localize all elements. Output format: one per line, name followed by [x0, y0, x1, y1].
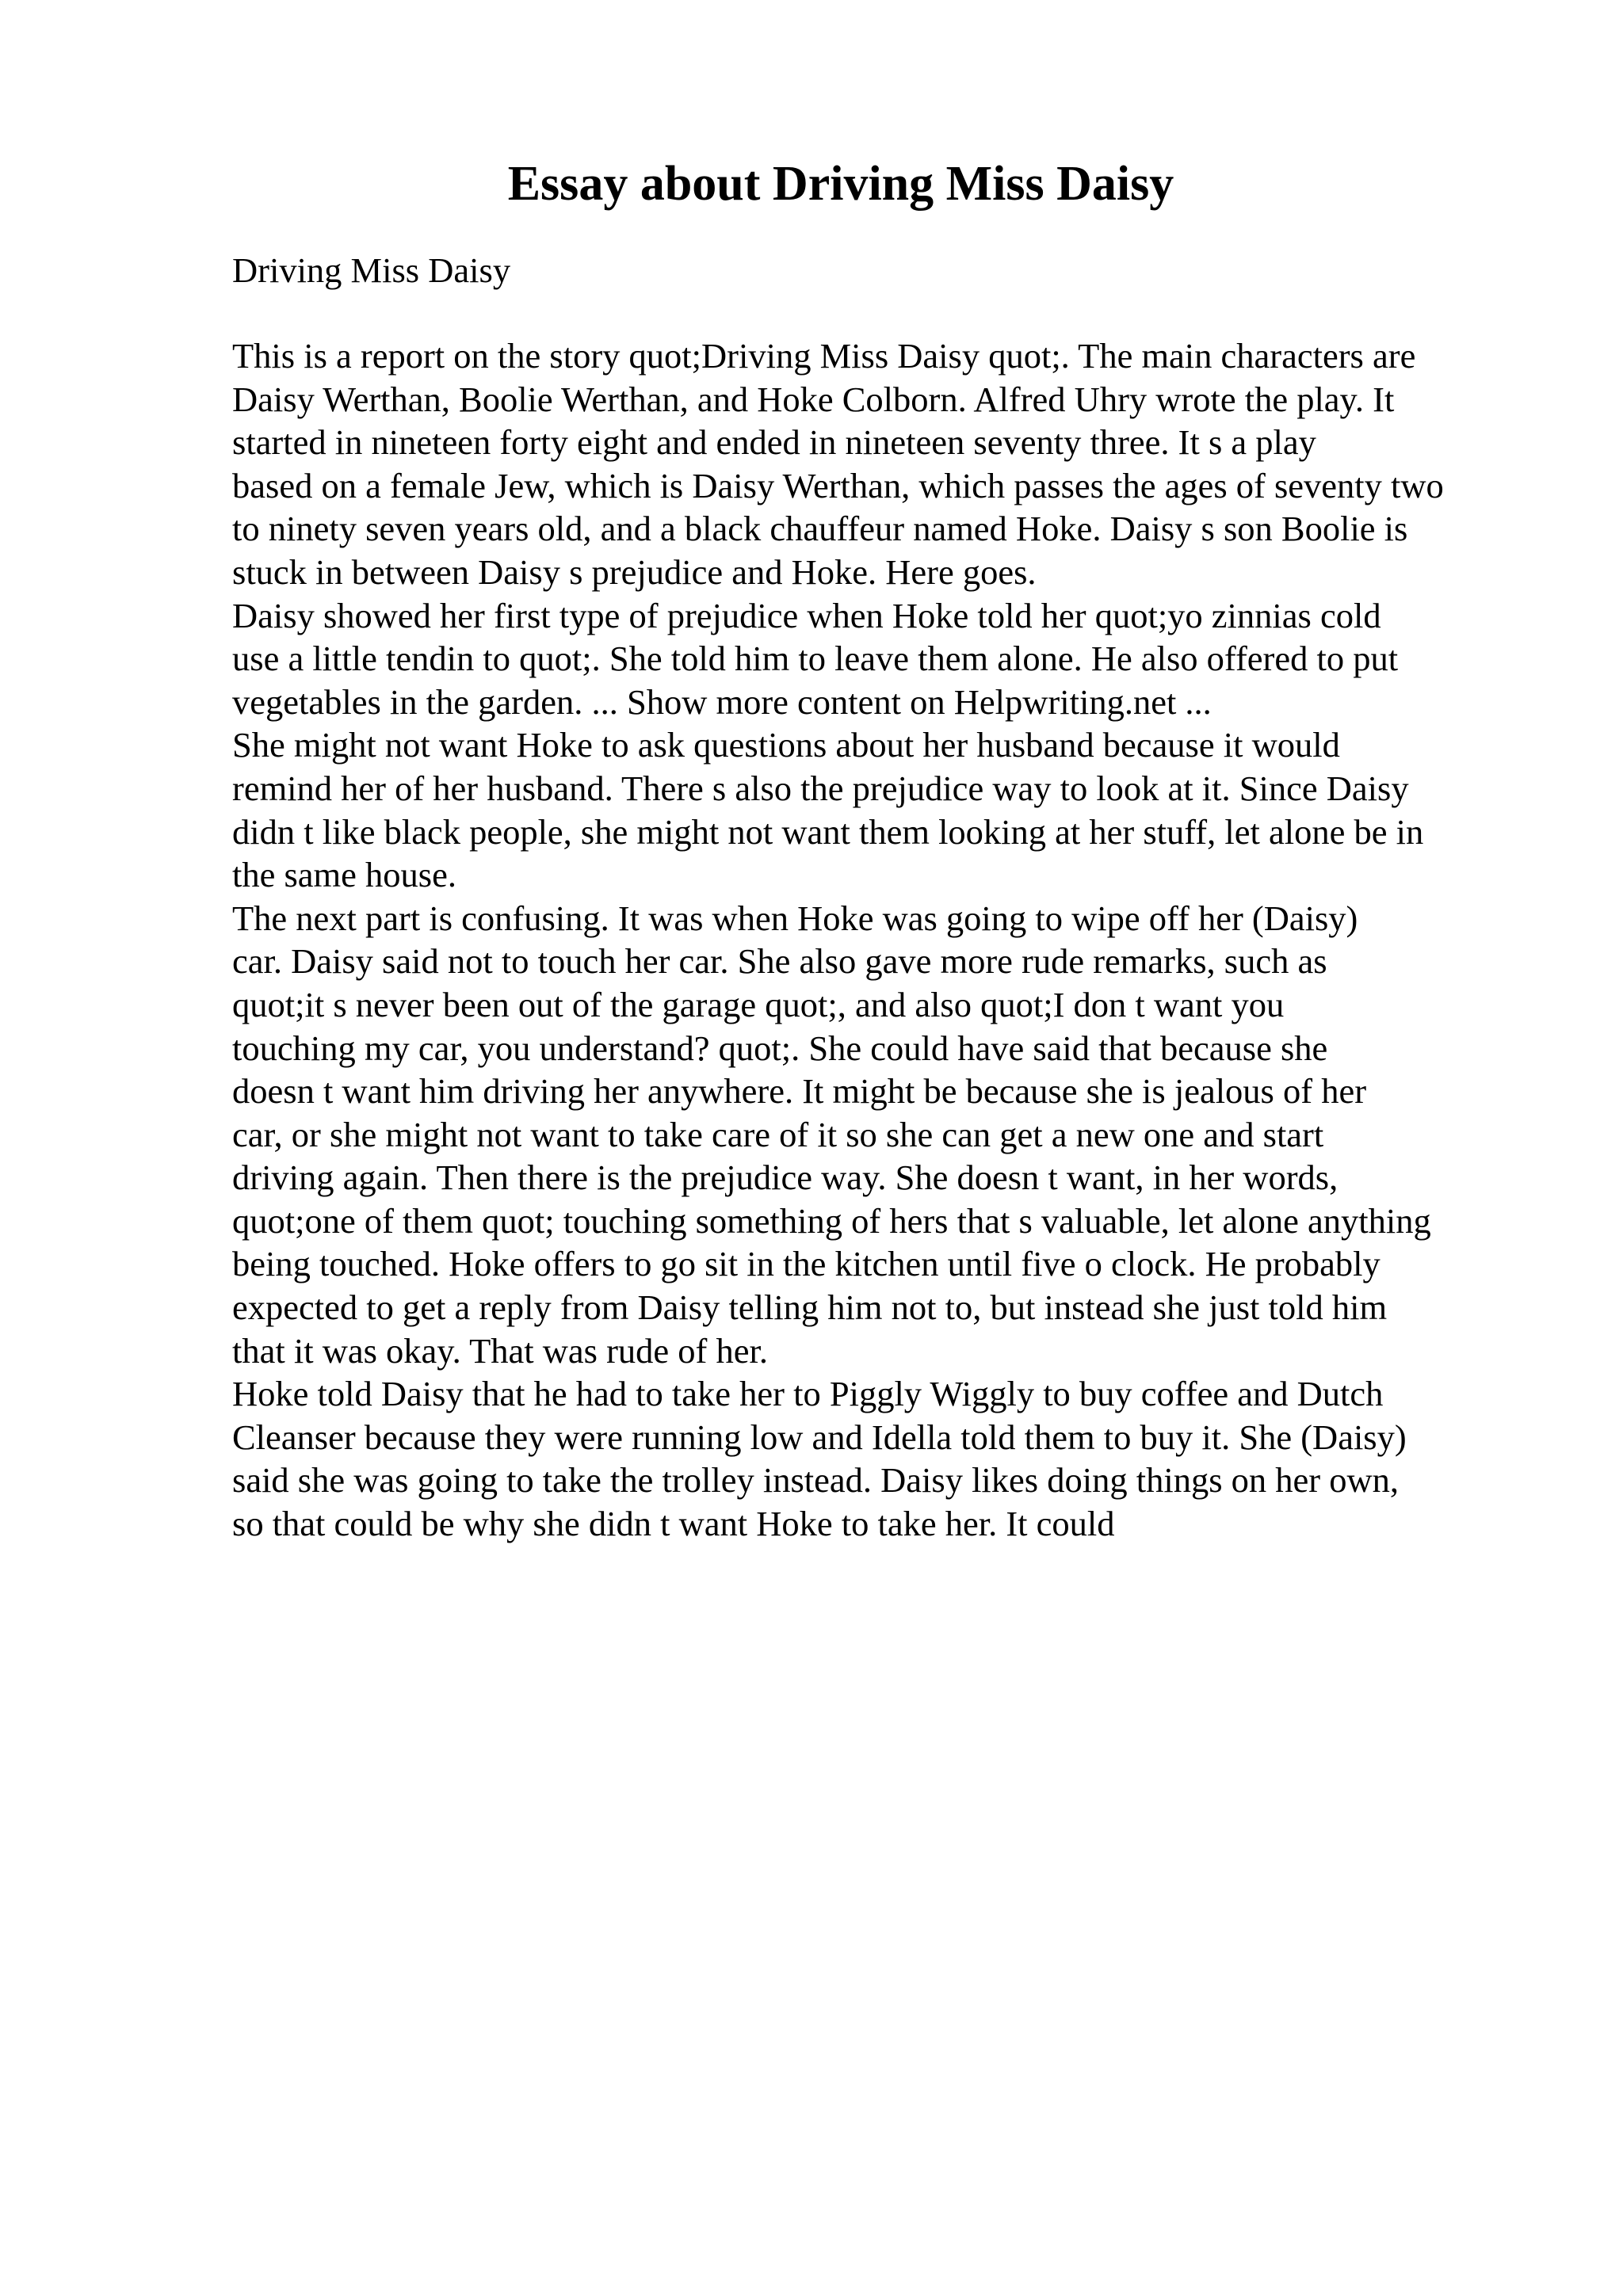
essay-line: that it was okay. That was rude of her.	[232, 1330, 768, 1371]
essay-line: so that could be why she didn t want Hoke to take her. It could	[232, 1504, 1115, 1544]
essay-line: Daisy showed her first type of prejudice when Hoke told her quot;yo zinnias cold	[232, 595, 1381, 635]
essay-line: started in nineteen forty eight and ended in nineteen seventy three. It s a play	[232, 422, 1316, 463]
essay-line: Hoke told Daisy that he had to take her to Piggly Wiggly to buy coffee and Dutch	[232, 1374, 1384, 1414]
essay-line: didn t like black people, she might not want them looking at her stuff, let alone be in	[232, 811, 1424, 852]
essay-line: doesn t want him driving her anywhere. It might be because she is jealous of her	[232, 1071, 1367, 1112]
essay-line: expected to get a reply from Daisy telling him not to, but instead she just told him	[232, 1287, 1388, 1328]
essay-line: quot;one of them quot; touching something of hers that s valuable, let alone anything	[232, 1200, 1431, 1241]
essay-line: quot;it s never been out of the garage quot;, and also quot;I don t want you	[232, 984, 1285, 1024]
essay-line: The next part is confusing. It was when Hoke was going to wipe off her (Daisy)	[232, 898, 1358, 938]
document-subtitle: Driving Miss Daisy	[232, 250, 511, 290]
essay-line: vegetables in the garden. ... Show more content on Helpwriting.net ...	[232, 681, 1212, 722]
essay-line: said she was going to take the trolley instead. Daisy likes doing things on her own,	[232, 1460, 1399, 1501]
essay-line: car, or she might not want to take care of it so she can get a new one and start	[232, 1114, 1324, 1154]
essay-line: She might not want Hoke to ask questions about her husband because it would	[232, 725, 1340, 765]
essay-line: This is a report on the story quot;Driving Miss Daisy quot;. The main characters are	[232, 336, 1416, 376]
essay-line: driving again. Then there is the prejudice way. She doesn t want, in her words,	[232, 1158, 1338, 1198]
essay-line: the same house.	[232, 855, 456, 895]
page-title: Essay about Driving Miss Daisy	[507, 157, 1174, 211]
essay-line: stuck in between Daisy s prejudice and Hoke. Here goes.	[232, 551, 1037, 592]
essay-line: being touched. Hoke offers to go sit in the kitchen until five o clock. He probably	[232, 1244, 1381, 1284]
essay-line: remind her of her husband. There s also the prejudice way to look at it. Since Daisy	[232, 768, 1409, 808]
essay-line: Cleanser because they were running low and Idella told them to buy it. She (Daisy)	[232, 1417, 1407, 1457]
essay-body	[232, 334, 1532, 1546]
essay-line: touching my car, you understand? quot;. She could have said that because she	[232, 1028, 1328, 1068]
essay-line: Daisy Werthan, Boolie Werthan, and Hoke Colborn. Alfred Uhry wrote the play. It	[232, 379, 1395, 419]
essay-line: based on a female Jew, which is Daisy Werthan, which passes the ages of seventy two	[232, 465, 1444, 505]
essay-line: use a little tendin to quot;. She told him to leave them alone. He also offered to put	[232, 639, 1399, 679]
essay-line: car. Daisy said not to touch her car. She also gave more rude remarks, such as	[232, 941, 1327, 982]
essay-line: to ninety seven years old, and a black chauffeur named Hoke. Daisy s son Boolie is	[232, 509, 1408, 549]
